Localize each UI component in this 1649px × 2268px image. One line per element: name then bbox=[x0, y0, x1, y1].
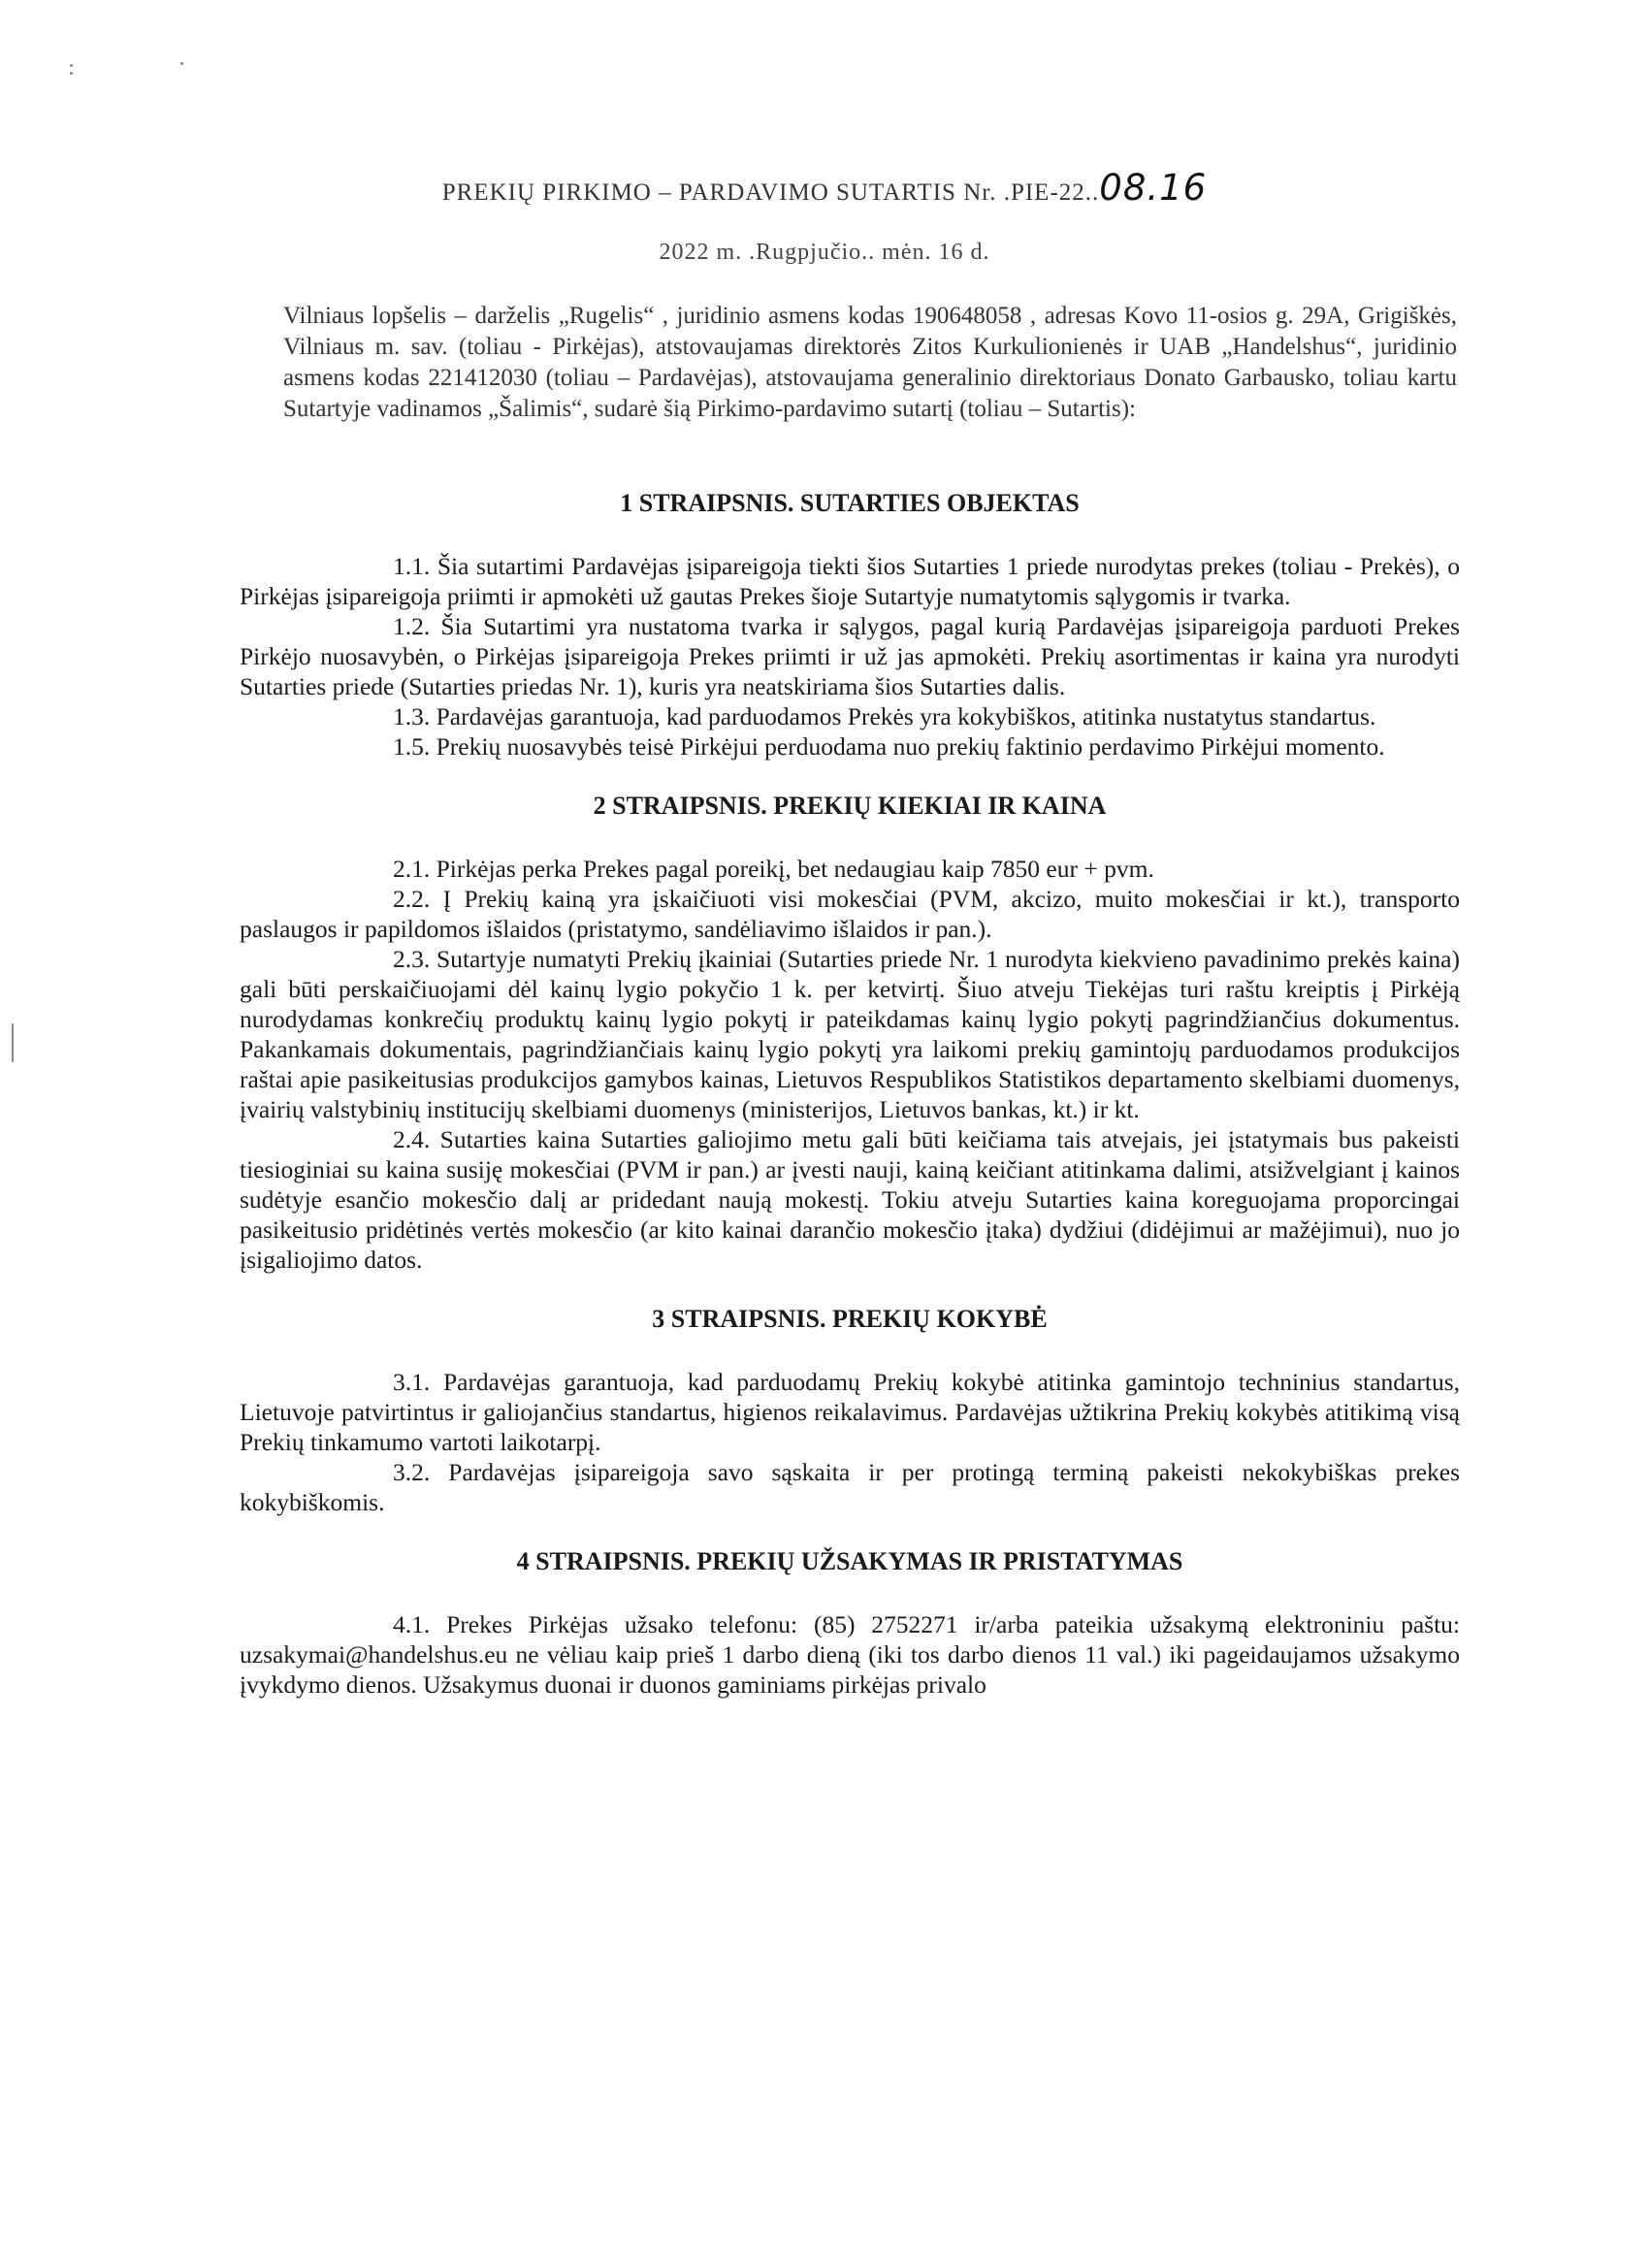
contract-title-text: PREKIŲ PIRKIMO – PARDAVIMO SUTARTIS Nr. .PIE-22.. bbox=[441, 179, 1100, 206]
clause-1-1: 1.1. Šia sutartimi Pardavėjas įsipareigoja tiekti šios Sutarties 1 priede nurodytas prekes (toliau - Prekės), o Pirkėjas įsipareigoja priimti ir apmokėti už gautas Prekes šioje Sutartyje numatytomis sąlygomis ir tvarka. bbox=[240, 552, 1460, 610]
section-3-title: 3 STRAIPSNIS. PREKIŲ KOKYBĖ bbox=[652, 1305, 1048, 1333]
clause-2-1: 2.1. Pirkėjas perka Prekes pagal poreikį, bet nedaugiau kaip 7850 eur + pvm. bbox=[393, 855, 1154, 883]
contract-title bbox=[0, 167, 1649, 209]
scan-mark bbox=[12, 1023, 14, 1062]
clause-2-2: 2.2. Į Prekių kainą yra įskaičiuoti visi mokesčiai (PVM, akcizo, muito mokesčiai ir kt.), transporto paslaugos ir papildomos išlaidos (pristatymo, sandėliavimo išlaidos ir pan.). bbox=[240, 885, 1460, 943]
clause-1-2: 1.2. Šia Sutartimi yra nustatoma tvarka ir sąlygos, pagal kurią Pardavėjas įsipareigoja parduoti Prekes Pirkėjo nuosavybėn, o Pirkėjas įsipareigoja Prekes priimti ir už jas apmokėti. Prekių asortimentas ir kaina yra nurodyti Sutarties priede (Sutarties priedas Nr. 1), kuris yra neatskiriama šios Sutarties dalis. bbox=[240, 612, 1460, 700]
clause-4-1: 4.1. Prekes Pirkėjas užsako telefonu: (85) 2752271 ir/arba pateikia užsakymą elektroniniu paštu: uzsakymai@handelshus.eu ne vėliau kaip prieš 1 darbo dieną (iki tos darbo dienos 11 val.) iki pageidaujamos užsakymo įvykdymo dienos. Užsakymus duonai ir duonos gaminiams pirkėjas privalo bbox=[240, 1610, 1460, 1699]
contract-date: 2022 m. .Rugpjučio.. mėn. 16 d. bbox=[659, 240, 990, 265]
clause-1-5: 1.5. Prekių nuosavybės teisė Pirkėjui perduodama nuo prekių faktinio perdavimo Pirkėjui momento. bbox=[393, 732, 1385, 761]
contract-body bbox=[240, 488, 1460, 1700]
handwritten-contract-number: 08.16 bbox=[1099, 167, 1208, 209]
scan-speck bbox=[180, 62, 183, 65]
parties-intro: Vilniaus lopšelis – darželis „Rugelis“ , juridinio asmens kodas 190648058 , adresas Kovo 11-osios g. 29A, Grigiškės, Vilniaus m. sav. (toliau - Pirkėjas), atstovaujamas direktorės Zitos Kurkulionienės ir UAB „Handelshus“, juridinio asmens kodas 221412030 (toliau – Pardavėjas), atstovaujama generalinio direktoriaus Donato Garbausko, toliau kartu Sutartyje vadinamos „Šalimis“, sudarė šią Pirkimo-pardavimo sutartį (toliau – Sutartis): bbox=[283, 303, 1457, 422]
clause-3-1: 3.1. Pardavėjas garantuoja, kad parduodamų Prekių kokybė atitinka gamintojo techninius standartus, Lietuvoje patvirtintus ir galiojančius standartus, higienos reikalavimus. Pardavėjas užtikrina Prekių kokybės atitikimą visą Prekių tinkamumo vartoti laikotarpį. bbox=[240, 1368, 1460, 1456]
scan-speck bbox=[70, 64, 73, 67]
section-2-title: 2 STRAIPSNIS. PREKIŲ KIEKIAI IR KAINA bbox=[593, 792, 1107, 820]
section-1-title: 1 STRAIPSNIS. SUTARTIES OBJEKTAS bbox=[620, 489, 1080, 517]
clause-1-3: 1.3. Pardavėjas garantuoja, kad parduodamos Prekės yra kokybiškos, atitinka nustatytus standartus. bbox=[393, 702, 1376, 730]
clause-2-4: 2.4. Sutarties kaina Sutarties galiojimo metu gali būti keičiama tais atvejais, jei įstatymais bus pakeisti tiesioginiai su kaina susiję mokesčiai (PVM ir pan.) ar įvesti nauji, kainą keičiant atitinkama dalimi, atsižvelgiant į kainos sudėtyje esančio mokesčio dalį ar pridedant naują mokestį. Tokiu atveju Sutarties kaina koreguojama proporcingai pasikeitusio pridėtinės vertės mokesčio (ar kito kainai darančio mokesčio įtaka) dydžiui (didėjimui ar mažėjimui), nuo jo įsigaliojimo datos. bbox=[240, 1125, 1460, 1274]
scan-speck bbox=[70, 72, 73, 75]
section-4-title: 4 STRAIPSNIS. PREKIŲ UŽSAKYMAS IR PRISTATYMAS bbox=[516, 1547, 1183, 1575]
clause-2-3: 2.3. Sutartyje numatyti Prekių įkainiai (Sutarties priede Nr. 1 nurodyta kiekvieno pavadinimo prekės kaina) gali būti perskaičiuojami dėl kainų lygio pokyčio 1 k. per ketvirtį. Šiuo atveju Tiekėjas turi raštu kreiptis į Pirkėją nurodydamas konkrečių produktų kainų lygio pokytį ir pateikdamas kainų lygio pokytį pagrindžiančius dokumentus. Pakankamais dokumentais, pagrindžiančiais kainų lygio pokytį yra laikomi prekių gamintojų parduodamos produkcijos raštai apie pasikeitusias produkcijos gamybos kainas, Lietuvos Respublikos Statistikos departamento skelbiami duomenys, įvairių valstybinių institucijų skelbiami duomenys (ministerijos, Lietuvos bankas, kt.) ir kt. bbox=[240, 945, 1460, 1123]
clause-3-2: 3.2. Pardavėjas įsipareigoja savo sąskaita ir per protingą terminą pakeisti nekokybiškas prekes kokybiškomis. bbox=[240, 1458, 1460, 1516]
